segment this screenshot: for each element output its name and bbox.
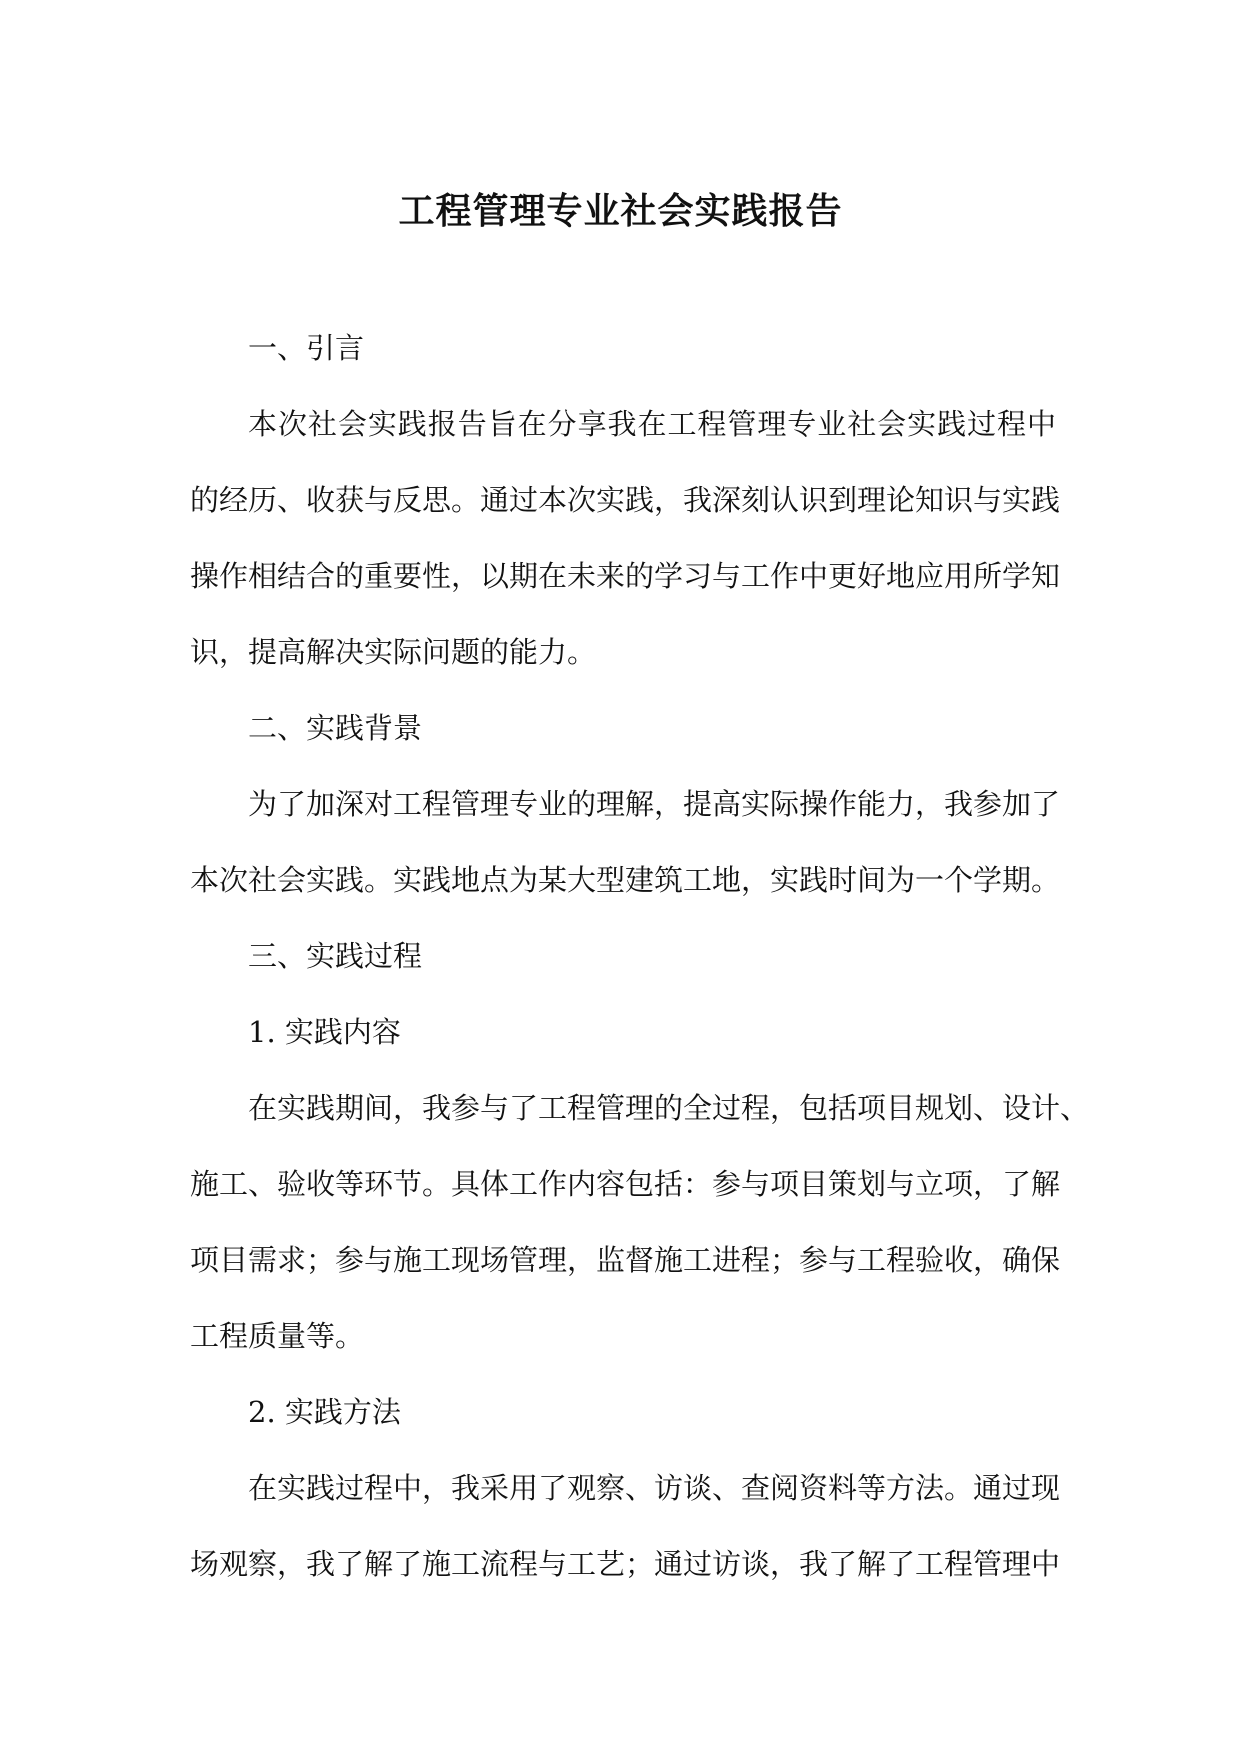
- paragraph-line: 在实践期间，我参与了工程管理的全过程，包括项目规划、设计、: [248, 1091, 1090, 1125]
- paragraph-line: 本次社会实践。实践地点为某大型建筑工地，实践时间为一个学期。: [190, 863, 1061, 897]
- paragraph-line: 本次社会实践报告旨在分享我在工程管理专业社会实践过程中: [248, 407, 1056, 441]
- section-heading: 2. 实践方法: [248, 1395, 401, 1429]
- paragraph-line: 操作相结合的重要性，以期在未来的学习与工作中更好地应用所学知: [190, 559, 1061, 593]
- section-heading: 三、实践过程: [248, 939, 423, 973]
- paragraph-line: 场观察，我了解了施工流程与工艺；通过访谈，我了解了工程管理中: [190, 1547, 1061, 1581]
- paragraph-line: 在实践过程中，我采用了观察、访谈、查阅资料等方法。通过现: [248, 1471, 1061, 1505]
- paragraph-line: 工程质量等。: [190, 1319, 365, 1353]
- section-heading: 二、实践背景: [248, 711, 423, 745]
- section-heading: 一、引言: [248, 331, 365, 365]
- paragraph-line: 项目需求；参与施工现场管理，监督施工进程；参与工程验收，确保: [190, 1243, 1061, 1277]
- paragraph-line: 施工、验收等环节。具体工作内容包括：参与项目策划与立项，了解: [190, 1167, 1061, 1201]
- document-title: 工程管理专业社会实践报告: [398, 190, 843, 232]
- paragraph-line: 识，提高解决实际问题的能力。: [190, 635, 597, 669]
- document-body: [190, 310, 1090, 1602]
- paragraph-line: 的经历、收获与反思。通过本次实践，我深刻认识到理论知识与实践: [190, 483, 1061, 517]
- paragraph-line: 为了加深对工程管理专业的理解，提高实际操作能力，我参加了: [248, 787, 1061, 821]
- section-heading: 1. 实践内容: [248, 1015, 401, 1049]
